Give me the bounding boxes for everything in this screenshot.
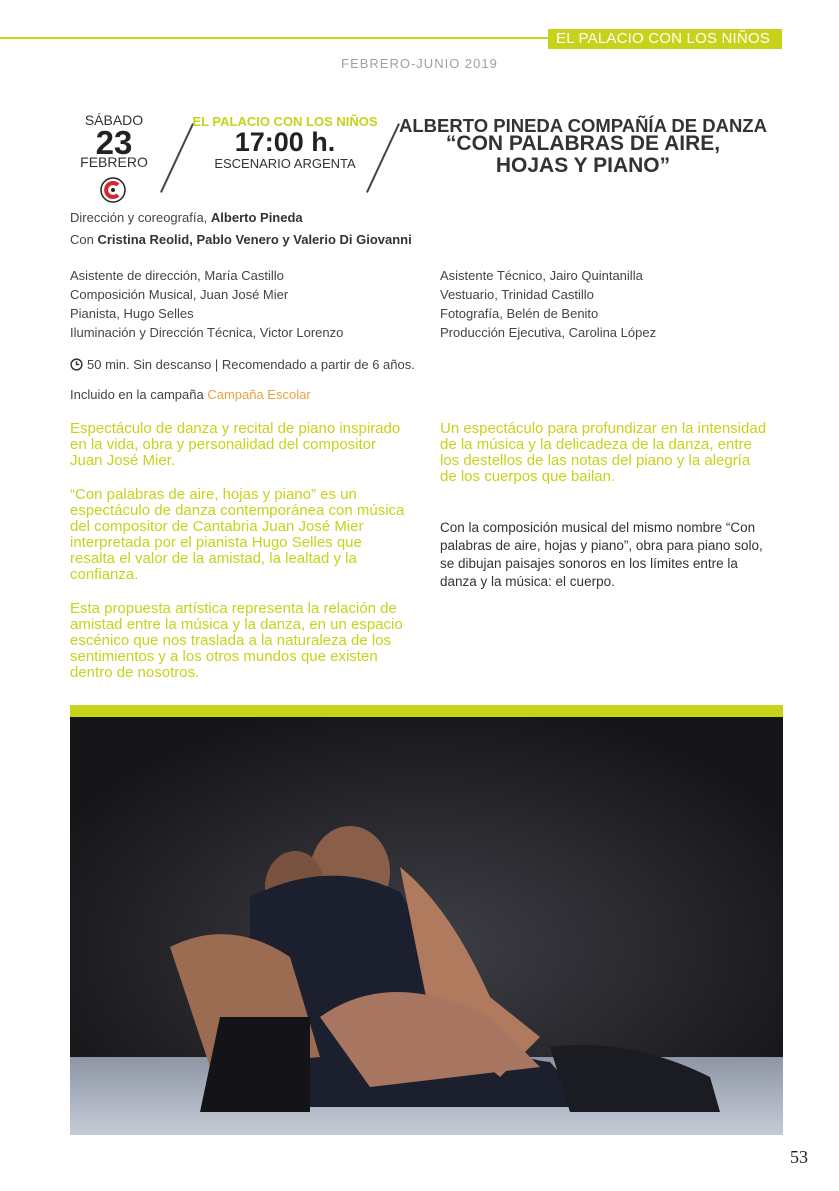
header-rule [0,37,548,39]
description-paragraph: Con la composición musical del mismo nombre “Con palabras de aire, hojas y piano”, obra para piano solo, se dibujan paisajes sonoros en los límites entre la danza y la música: el cuerpo. [440,520,763,589]
show-title-line: HOJAS Y PIANO” [495,154,671,177]
cast-prefix: Con [70,232,94,247]
page-number: 53 [790,1147,808,1167]
section-tag: EL PALACIO CON LOS NIÑOS [548,29,782,49]
description-paragraph: Esta propuesta artística representa la relación de amistad entre la música y la danza, en un espacio escénico que nos traslada a la naturaleza de los sentimientos y a los otros mundos que existen dentro de nosotros. [70,600,403,681]
show-title [383,133,783,177]
director-name: Alberto Pineda [210,210,303,225]
body-right-column [440,421,770,591]
show-title-line: “CON PALABRAS DE AIRE, [445,132,721,155]
season-label: FEBRERO-JUNIO 2019 [341,56,498,71]
direction-prefix: Dirección y coreografía, [70,210,208,225]
credit-item: Pianista, Hugo Selles [70,306,194,321]
campaign-info [70,387,311,402]
credit-item: Producción Ejecutiva, Carolina López [440,325,657,340]
credit-item: Composición Musical, Juan José Mier [70,287,289,302]
credit-item: Vestuario, Trinidad Castillo [440,287,594,302]
credit-item: Iluminación y Dirección Técnica, Victor Lorenzo [70,325,344,340]
event-venue: ESCENARIO ARGENTA [214,156,356,171]
venue-logo-icon [100,177,126,203]
campaign-name: Campaña Escolar [207,387,311,402]
direction-credit [70,210,303,225]
event-weekday: SÁBADO [84,112,144,128]
event-month: FEBRERO [80,154,148,170]
cast-names: Cristina Reolid, Pablo Venero y Valerio Di Giovanni [97,232,412,247]
clock-icon [70,358,83,371]
credit-item: Asistente de dirección, María Castillo [70,268,284,283]
description-paragraph: Espectáculo de danza y recital de piano inspirado en la vida, obra y personalidad del compositor Juan José Mier. [70,420,401,469]
campaign-prefix: Incluido en la campaña [70,387,204,402]
credit-item: Asistente Técnico, Jairo Quintanilla [440,268,643,283]
cast-credit [70,232,412,247]
event-time: 17:00 h. [234,127,336,157]
credits-right-column [440,266,780,342]
credits-left-column [70,266,430,342]
duration-info [70,357,415,372]
duration-text: 50 min. Sin descanso | Recomendado a partir de 6 años. [87,357,415,372]
credit-item: Fotografía, Belén de Benito [440,306,599,321]
divider-slash [160,123,194,193]
event-day: 23 [95,124,133,161]
event-section-label: EL PALACIO CON LOS NIÑOS [192,114,378,129]
body-left-column [70,421,410,681]
highlight-paragraph: Un espectáculo para profundizar en la intensidad de la música y la delicadeza de la danza, entre los destellos de las notas del piano y la alegría de los cuerpos que bailan. [440,420,767,485]
description-paragraph: “Con palabras de aire, hojas y piano” es un espectáculo de danza contemporánea con música del compositor de Cantabria Juan José Mier interpretada por el pianista Hugo Selles que resalta el valor de la amistad, la lealtad y la confianza. [70,486,405,583]
company-name: ALBERTO PINEDA COMPAÑÍA DE DANZA [399,115,767,136]
performance-photo [70,717,783,1135]
photo-accent-bar [70,705,783,717]
